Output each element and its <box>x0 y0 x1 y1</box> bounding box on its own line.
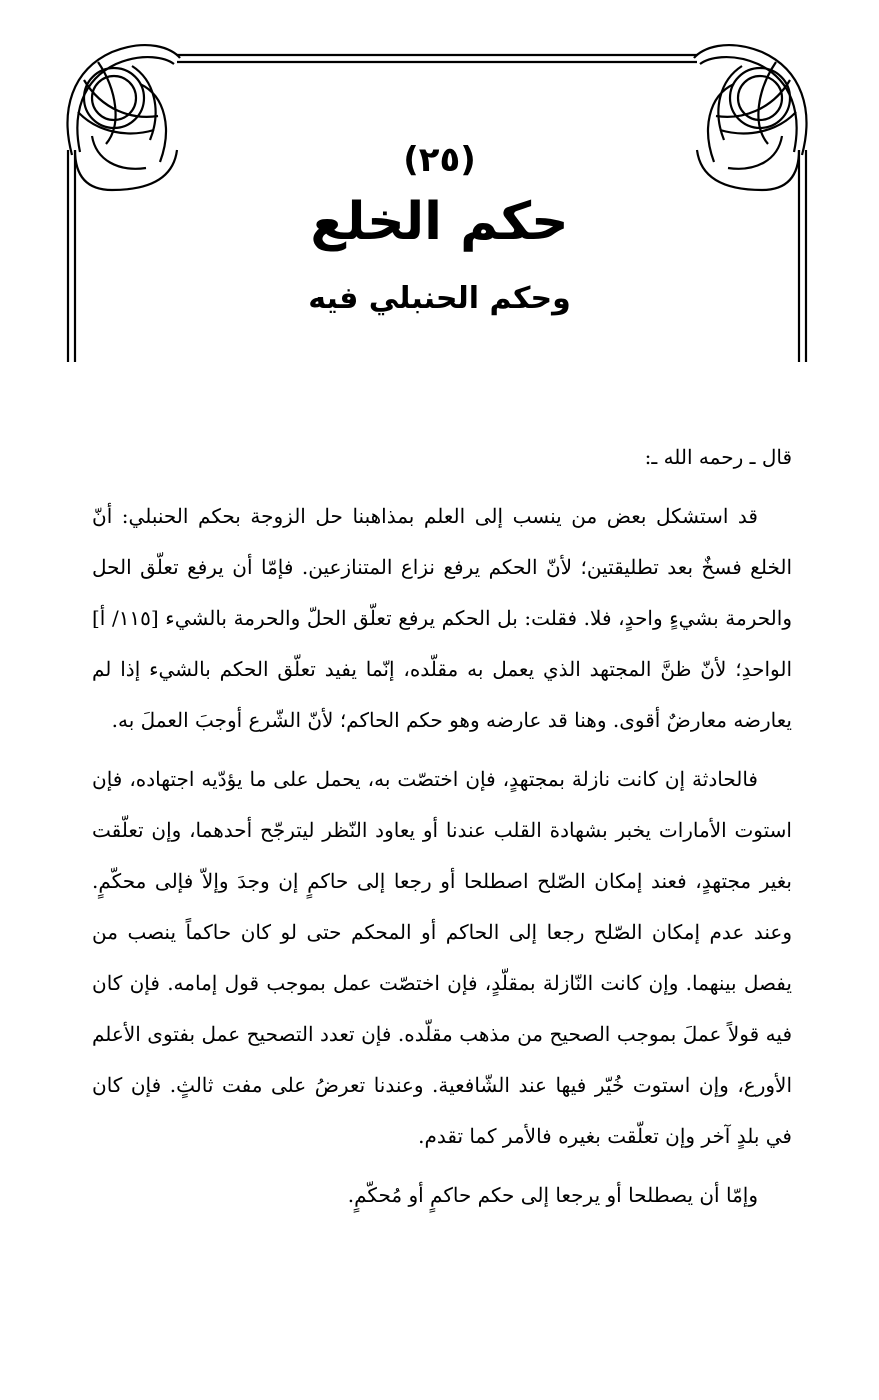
paragraph-3: وإمّا أن يصطلحا أو يرجعا إلى حكم حاكمٍ أو مُحكّمٍ. <box>347 1183 758 1207</box>
paragraph-2: فالحادثة إن كانت نازلة بمجتهدٍ، فإن اختصّت به، يحمل على ما يؤدّيه اجتهاده، فإن استوت الأمارات يخبر بشهادة القلب عندنا أو يعاود النّظر ليترجّح أحدهما، وإن تعلّقت بغير مجتهدٍ، فعند إمكان الصّلح اصطلحا أو رجعا إلى حاكمٍ إن وجدَ وإلاّ فإلى محكّمٍ. وعند عدم إمكان الصّلح رجعا إلى الحاكم أو المحكم حتى لو كان حاكماً ينصب من يفصل بينهما. وإن كانت النّازلة بمقلّدٍ، فإن اختصّت عمل بموجب قول إمامه. فإن كان فيه قولاً عملَ بموجب الصحيح من مذهب مقلّده. فإن تعدد التصحيح عمل بفتوى الأعلم الأورع، وإن استوت خُيّر فيها عند الشّافعية. وعندنا تعرضُ على مفت ثالثٍ. فإن كان في بلدٍ آخر وإن تعلّقت بغيره فالأمر كما تقدم. <box>92 767 793 1148</box>
chapter-number: (٢٥) <box>403 140 476 180</box>
body-text <box>92 432 792 1221</box>
paragraph-1: قد استشكل بعض من ينسب إلى العلم بمذاهبنا حل الزوجة بحكم الحنبلي: أنّ الخلع فسخٌ بعد تطليقتين؛ لأنّ الحكم يرفع نزاع المتنازعين. فإمّا أن يرفع تعلّق الحل والحرمة بشيءٍ واحدٍ، فلا. فقلت: بل الحكم يرفع تعلّق الحلّ والحرمة بالشيء [١١٥/ أ] الواحدِ؛ لأنّ ظنَّ المجتهد الذي يعمل به مقلّده، إنّما يفيد تعلّق الحكم بالشيء إذا لم يعارضه معارضٌ أقوى. وهنا قد عارضه وهو حكم الحاكم؛ لأنّ الشّرع أوجبَ العملَ به. <box>92 504 793 732</box>
chapter-subtitle: وحكم الحنبلي فيه <box>308 281 571 316</box>
chapter-title: حكم الخلع <box>310 192 569 252</box>
intro-line: قال ـ رحمه الله ـ: <box>644 445 792 469</box>
